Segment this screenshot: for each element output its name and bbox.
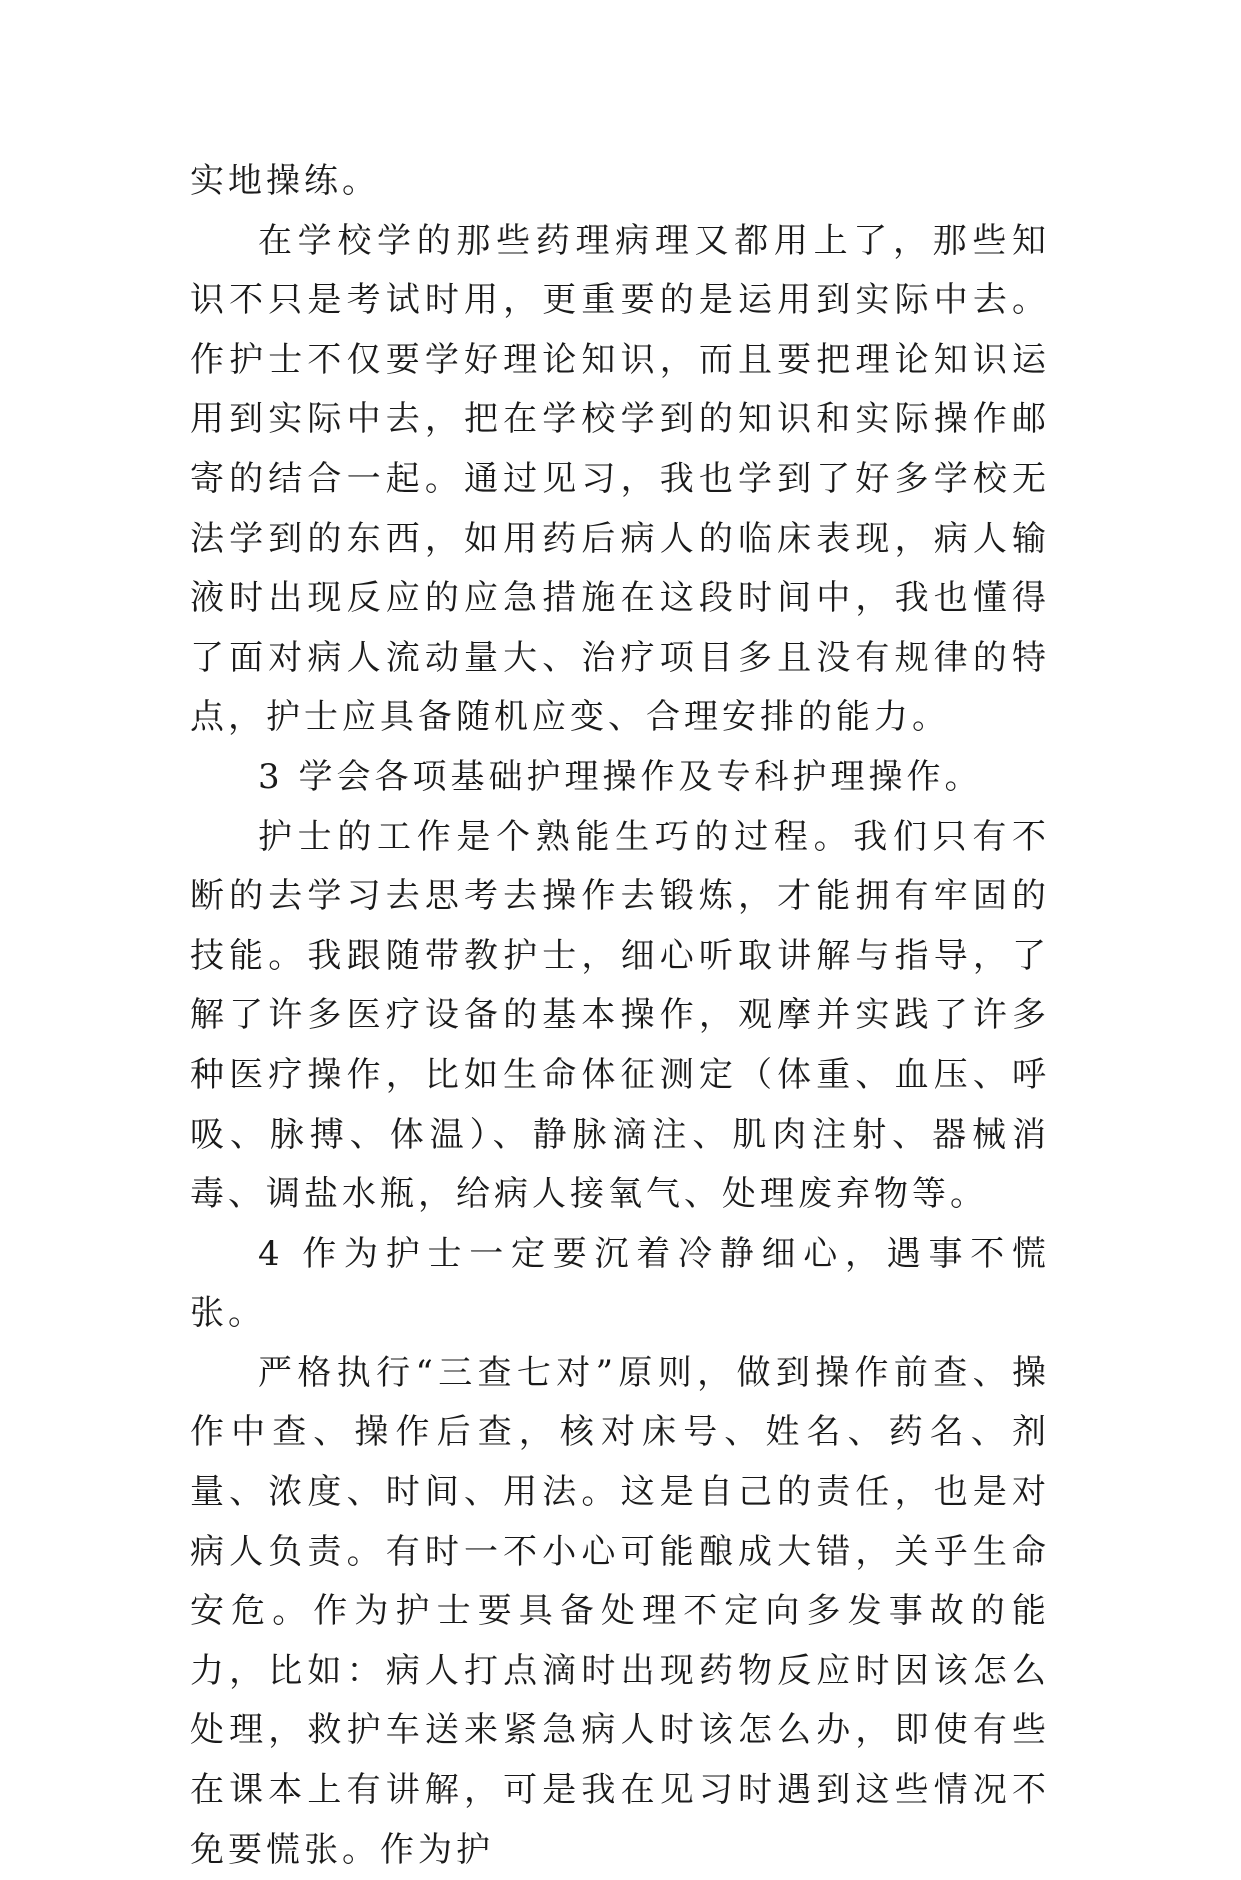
document-body <box>190 152 1050 1880</box>
paragraph-6: 严格执行“三查七对”原则，做到操作前查、操作中查、操作后查，核对床号、姓名、药名、剂量、浓度、时间、用法。这是自己的责任，也是对病人负责。有时一不小心可能酿成大错，关乎生命安危。作为护士要具备处理不定向多发事故的能力，比如：病人打点滴时出现药物反应时因该怎么处理，救护车送来紧急病人时该怎么办，即使有些在课本上有讲解，可是我在见习时遇到这些情况不免要慌张。作为护 <box>190 1352 1050 1870</box>
paragraph-5-heading: 4 作为护士一定要沉着冷静细心，遇事不慌张。 <box>190 1233 1050 1334</box>
paragraph-1: 实地操练。 <box>190 161 380 201</box>
paragraph-4: 护士的工作是个熟能生巧的过程。我们只有不断的去学习去思考去操作去锻炼，才能拥有牢固的技能。我跟随带教护士，细心听取讲解与指导，了解了许多医疗设备的基本操作，观摩并实践了许多种医疗操作，比如生命体征测定（体重、血压、呼吸、脉搏、体温）、静脉滴注、肌肉注射、器械消毒、调盐水瓶，给病人接氧气、处理废弃物等。 <box>190 816 1050 1215</box>
paragraph-2: 在学校学的那些药理病理又都用上了，那些知识不只是考试时用，更重要的是运用到实际中去。作护士不仅要学好理论知识，而且要把理论知识运用到实际中去，把在学校学到的知识和实际操作邮寄的结合一起。通过见习，我也学到了好多学校无法学到的东西，如用药后病人的临床表现，病人输液时出现反应的应急措施在这段时间中，我也懂得了面对病人流动量大、治疗项目多且没有规律的特点，护士应具备随机应变、合理安排的能力。 <box>190 220 1050 738</box>
paragraph-3-heading: 3 学会各项基础护理操作及专科护理操作。 <box>258 756 983 797</box>
